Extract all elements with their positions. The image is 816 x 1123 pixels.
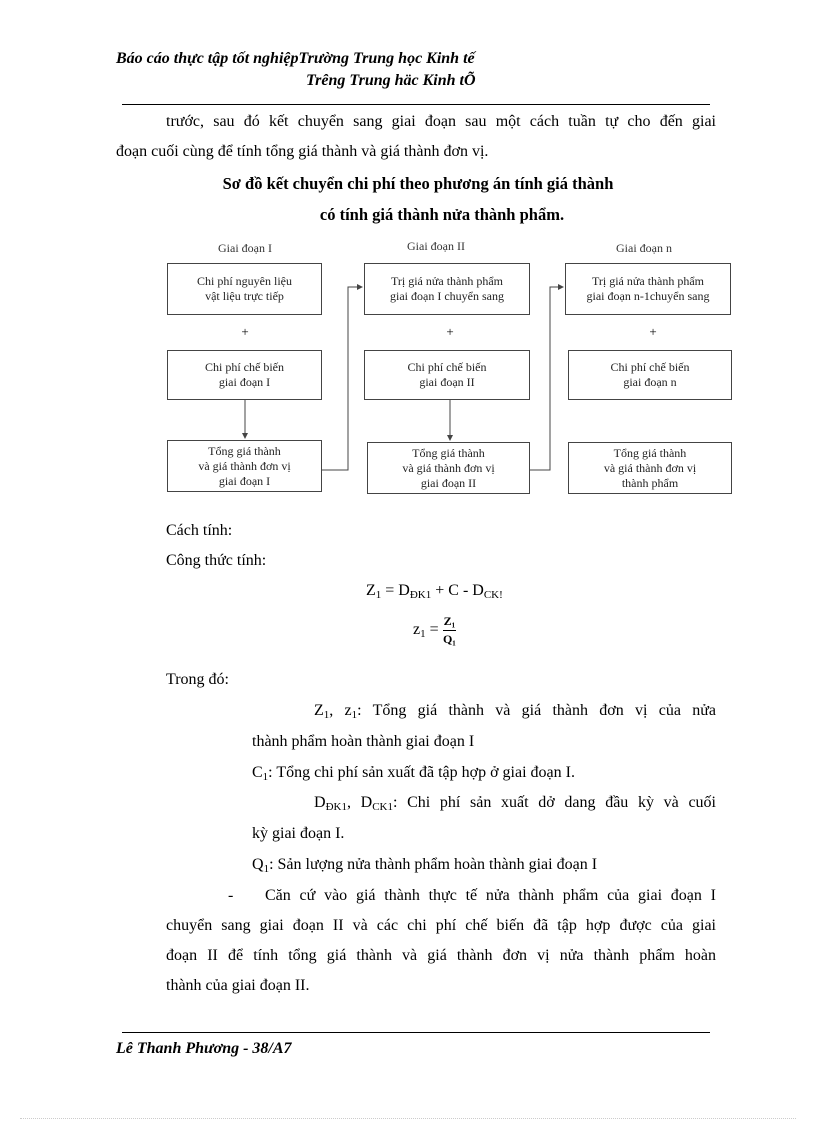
box-total-cost-1: Tổng giá thành và giá thành đơn vị giai đoạn I — [167, 440, 322, 492]
box-raw-material-cost: Chi phí nguyên liệu vật liệu trực tiếp — [167, 263, 322, 315]
diagram-title-line-1: Sơ đồ kết chuyển chi phí theo phương án tính giá thành — [222, 174, 614, 193]
stage-label-n: Giai đoạn n — [616, 241, 672, 255]
box-finished-product-cost: Tổng giá thành và giá thành đơn vị thành phẩm — [568, 442, 732, 494]
definition-d-line-2: kỳ giai đoạn I. — [252, 825, 345, 842]
where-label: Trong đó: — [166, 671, 229, 688]
formula-total-cost: $Z_1 = D_{ĐK1} + C - D_{CK!}$ — [366, 582, 503, 601]
box-semi-product-value-n-1: Trị giá nửa thành phẩm giai đoạn n-1chuyển sang — [565, 263, 731, 315]
box-semi-product-value-1: Trị giá nửa thành phẩm giai đoạn I chuyển sang — [364, 263, 530, 315]
box-processing-cost-n: Chi phí chế biến giai đoạn n — [568, 350, 732, 400]
plus-sign-col2: + — [446, 324, 454, 339]
intro-line-2: đoạn cuối cùng để tính tổng giá thành và giá thành đơn vị. — [116, 143, 489, 160]
method-label: Cách tính: — [166, 522, 233, 539]
footer-rule — [122, 1032, 710, 1033]
definition-d: $D_{ĐK1}$, $D_{CK1}$: Chi phí sản xuất dở dang đầu kỳ và cuối — [314, 794, 716, 813]
definition-z1: $Z_1$, $z_1$: Tổng giá thành và giá thành đơn vị của nửa — [314, 702, 716, 721]
definition-q1: $Q_1$: Sản lượng nửa thành phẩm hoàn thành giai đoạn I — [252, 856, 598, 875]
page-edge — [20, 1118, 796, 1119]
plus-sign-col3: + — [649, 324, 657, 339]
fraction: $\frac{\text{Z₁}}{\text{Q₁}}$ — [442, 614, 456, 646]
stage-label-2: Giai đoạn II — [407, 239, 465, 253]
header-title: Báo cáo thực tập tốt nghiệpTrường Trung học Kinh tế — [116, 50, 475, 67]
paragraph-line-1: Căn cứ vào giá thành thực tế nửa thành phẩm của giai đoạn I — [265, 887, 716, 904]
paragraph-line-4: thành của giai đoạn II. — [166, 977, 310, 994]
intro-line-1: trước, sau đó kết chuyển sang giai đoạn sau một cách tuần tự cho đến giai — [166, 113, 716, 130]
arrow-col1-to-col2 — [321, 287, 362, 470]
header-subtitle: Trêng Trung häc Kinh tÕ — [306, 72, 476, 89]
formula-unit-cost: $z_1$ = $\frac{\text{Z₁}}{\text{Q₁}}$ — [413, 614, 456, 646]
definition-z1-line-2: thành phẩm hoàn thành giai đoạn I — [252, 733, 475, 750]
paragraph-line-3: đoạn II để tính tổng giá thành và giá thành đơn vị nửa thành phẩm hoàn — [166, 947, 716, 964]
plus-sign-col1: + — [241, 324, 249, 339]
formula-label: Công thức tính: — [166, 552, 267, 569]
footer-author: Lê Thanh Phương - 38/A7 — [116, 1040, 292, 1057]
box-processing-cost-2: Chi phí chế biến giai đoạn II — [364, 350, 530, 400]
paragraph-line-2: chuyển sang giai đoạn II và các chi phí chế biến đã tập hợp được của giai — [166, 917, 716, 934]
definition-c1: $C_1$: Tổng chi phí sản xuất đã tập hợp ở giai đoạn I. — [252, 764, 575, 783]
diagram-title-line-2: có tính giá thành nửa thành phẩm. — [319, 205, 565, 224]
box-processing-cost-1: Chi phí chế biến giai đoạn I — [167, 350, 322, 400]
stage-label-1: Giai đoạn I — [218, 241, 272, 255]
arrow-col2-to-col3 — [530, 287, 563, 470]
bullet-dash: - — [228, 887, 234, 904]
box-total-cost-2: Tổng giá thành và giá thành đơn vị giai đoạn II — [367, 442, 530, 494]
